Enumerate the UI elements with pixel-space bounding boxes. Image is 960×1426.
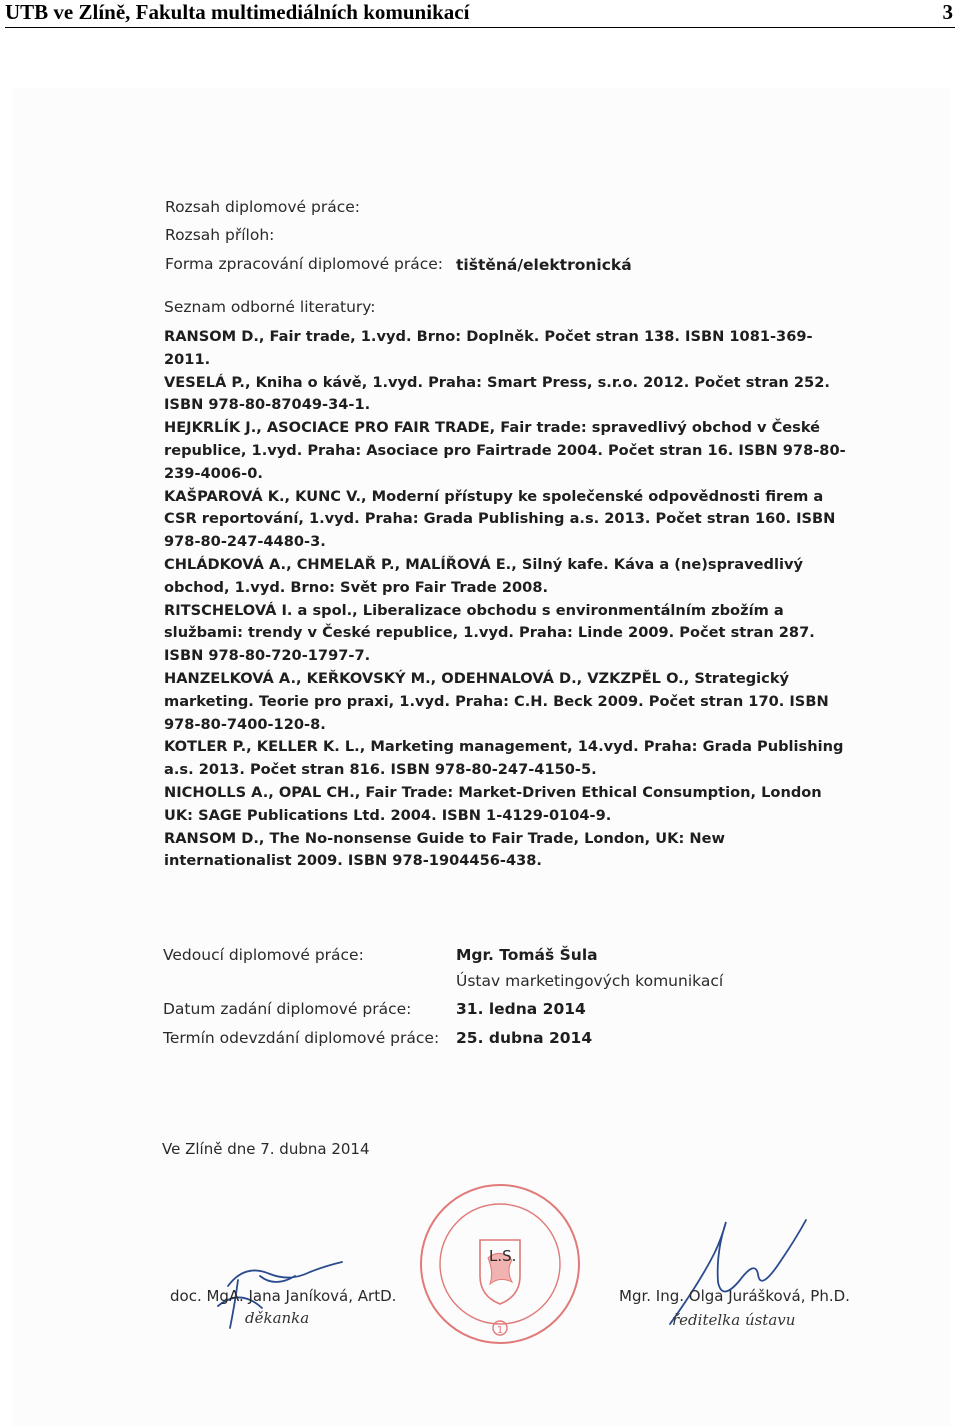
dean-role: děkanka	[245, 1309, 310, 1327]
datum-label: Datum zadání diplomové práce:	[163, 1000, 412, 1018]
forma-label: Forma zpracování diplomové práce:	[165, 255, 444, 273]
reference-item: HEJKRLÍK J., ASOCIACE PRO FAIR TRADE, Fair trade: spravedlivý obchod v České republice, 1.vyd. Praha: Asociace pro Fairtrade 2004. Počet stran 16. ISBN 978-80-239-4006-0.	[164, 419, 846, 482]
vedouci-name: Mgr. Tomáš Šula	[456, 946, 598, 964]
reference-item: VESELÁ P., Kniha o kávě, 1.vyd. Praha: Smart Press, s.r.o. 2012. Počet stran 252. ISBN 978-80-87049-34-1.	[164, 373, 830, 414]
place-date: Ve Zlíně dne 7. dubna 2014	[162, 1140, 370, 1158]
reference-item: RITSCHELOVÁ I. a spol., Liberalizace obchodu s environmentálním zbožím a službami: trendy v České republice, 1.vyd. Praha: Linde 2009. Počet stran 287. ISBN 978-80-720-1797-7.	[164, 601, 815, 665]
stamp-number: 1	[496, 1325, 504, 1336]
reference-item: RANSOM D., The No-nonsense Guide to Fair Trade, London, UK: New internationalist 2009. ISBN 978-1904456-438.	[164, 829, 725, 870]
reference-item: NICHOLLS A., OPAL CH., Fair Trade: Market-Driven Ethical Consumption, London UK: SAGE Publications Ltd. 2004. ISBN 1-4129-0104-9.	[164, 783, 822, 824]
datum-value: 31. ledna 2014	[456, 1000, 586, 1018]
header-title: UTB ve Zlíně, Fakulta multimediálních komunikací	[5, 0, 470, 24]
reference-item: CHLÁDKOVÁ A., CHMELAŘ P., MALÍŘOVÁ E., Silný kafe. Káva a (ne)spravedlivý obchod, 1.vyd. Brno: Svět pro Fair Trade 2008.	[164, 555, 803, 596]
director-role: ředitelka ústavu	[672, 1311, 796, 1329]
vedouci-institute: Ústav marketingových komunikací	[456, 972, 724, 990]
termin-label: Termín odevzdání diplomové práce:	[163, 1029, 440, 1047]
termin-value: 25. dubna 2014	[456, 1029, 593, 1047]
vedouci-label: Vedoucí diplomové práce:	[163, 946, 364, 964]
reference-item: RANSOM D., Fair trade, 1.vyd. Brno: Doplněk. Počet stran 138. ISBN 1081-369-2011.	[164, 328, 813, 368]
reference-item: KAŠPAROVÁ K., KUNC V., Moderní přístupy ke společenské odpovědnosti firem a CSR reportování, 1.vyd. Praha: Grada Publishing a.s. 2013. Počet stran 160. ISBN 978-80-247-4480-3.	[164, 487, 836, 551]
director-name: Mgr. Ing. Olga Jurášková, Ph.D.	[619, 1287, 850, 1305]
reference-list	[164, 326, 854, 873]
reference-item: KOTLER P., KELLER K. L., Marketing management, 14.vyd. Praha: Grada Publishing a.s. 2013. Počet stran 816. ISBN 978-80-247-4150-5.	[164, 738, 844, 779]
page-header	[5, 0, 955, 28]
dean-name: doc. MgA. Jana Janíková, ArtD.	[170, 1287, 397, 1305]
forma-value: tištěná/elektronická	[456, 256, 632, 274]
rozsah-prace-label: Rozsah diplomové práce:	[165, 198, 360, 216]
reference-item: HANZELKOVÁ A., KEŘKOVSKÝ M., ODEHNALOVÁ D., VZKZPĚL O., Strategický marketing. Teorie pro praxi, 1.vyd. Praha: C.H. Beck 2009. Počet stran 170. ISBN 978-80-7400-120-8.	[164, 669, 829, 733]
stamp-ls: L.S.	[489, 1247, 517, 1265]
rozsah-priloh-label: Rozsah příloh:	[165, 226, 275, 244]
literatura-label: Seznam odborné literatury:	[164, 298, 376, 316]
page-number: 3	[942, 0, 953, 24]
